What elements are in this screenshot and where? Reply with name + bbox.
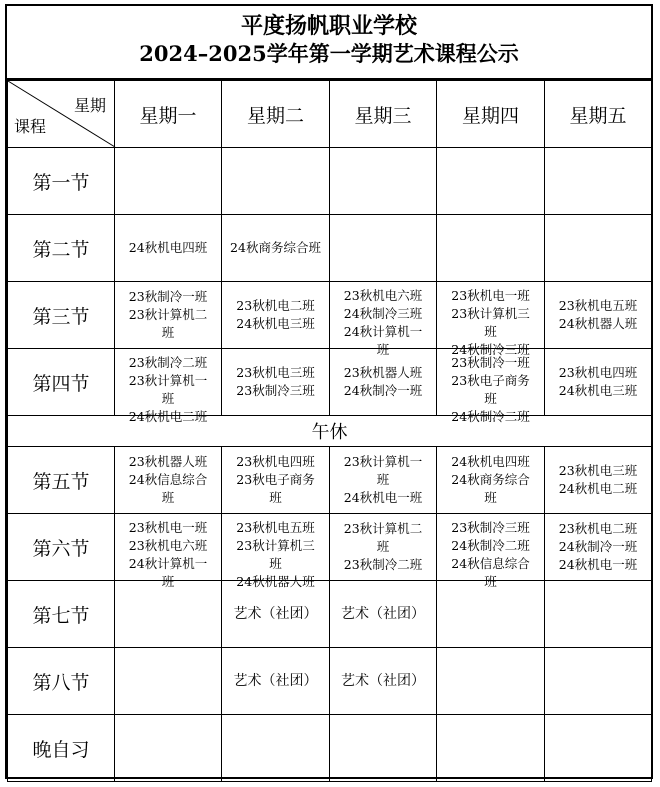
class-cell: [437, 282, 545, 357]
class-name: 艺术（社团）: [341, 673, 425, 689]
class-name: 24秋商务综合班: [230, 240, 321, 255]
class-name: 24秋机电三班: [236, 316, 315, 331]
lunch-break-label: 午休: [8, 416, 652, 447]
corner-cell: [8, 81, 115, 148]
class-name: 24秋机电二班: [128, 409, 208, 424]
class-name: 24秋制冷二班: [451, 409, 530, 424]
class-name: 24秋信息综合: [128, 472, 208, 487]
class-cell: [222, 447, 330, 514]
class-cell: [222, 148, 330, 215]
class-name: 23秋机电三班: [236, 365, 315, 380]
day-header: 星期一: [115, 81, 222, 148]
class-name: 24秋机电四班: [451, 454, 530, 469]
class-name: 23秋计算机二: [128, 307, 208, 322]
class-cell: [222, 715, 330, 782]
schedule-sheet: [5, 4, 653, 779]
class-name: 23秋机器人班: [128, 454, 208, 469]
period-row: [8, 349, 652, 416]
period-row: [8, 648, 652, 715]
class-name: 23秋计算机三: [236, 538, 315, 553]
period-row: [8, 514, 652, 581]
class-cell: [222, 282, 330, 349]
period-label: 第七节: [8, 581, 115, 648]
period-label: 第四节: [8, 349, 115, 416]
class-cell: [330, 715, 437, 782]
class-name: 24秋制冷一班: [343, 383, 423, 398]
class-cell: [330, 581, 437, 648]
class-name: 23秋制冷二班: [343, 557, 423, 572]
class-name: 班: [484, 391, 497, 406]
class-cell: [437, 148, 545, 215]
class-name: 24秋机电四班: [128, 240, 208, 255]
class-name: 24秋计算机一: [128, 556, 208, 571]
class-cell: [545, 715, 652, 782]
class-name: 23秋计算机一: [343, 454, 423, 469]
class-name: 23秋机电一班: [128, 520, 208, 535]
class-name: 班: [484, 490, 497, 505]
class-name: 班: [376, 342, 390, 357]
header-row: [8, 81, 652, 148]
class-cell: [437, 715, 545, 782]
period-label: 第五节: [8, 447, 115, 514]
class-cell: [330, 447, 437, 514]
class-name: 24秋商务综合: [451, 472, 530, 487]
period-row: [8, 282, 652, 349]
class-cell: [437, 447, 545, 514]
class-name: 23秋机电四班: [558, 365, 638, 380]
class-name: 23秋机电二班: [236, 298, 315, 313]
class-cell: [222, 215, 330, 282]
school-name: 平度扬帆职业学校: [240, 13, 417, 39]
class-name: 23秋制冷一班: [451, 355, 530, 370]
period-row: [8, 148, 652, 215]
class-name: 班: [484, 574, 497, 589]
class-name: 23秋机器人班: [343, 365, 423, 380]
day-header: 星期五: [545, 81, 652, 148]
schedule-table: [7, 80, 652, 782]
day-header: 星期四: [437, 81, 545, 148]
class-name: 艺术（社团）: [233, 606, 318, 622]
class-name: 班: [161, 325, 175, 340]
class-name: 24秋制冷三班: [343, 306, 423, 321]
period-row: [8, 715, 652, 782]
class-name: 班: [269, 556, 282, 571]
class-name: 24秋计算机一: [343, 324, 423, 339]
lunch-break-row: [8, 416, 652, 447]
schedule-title: 2024–2025学年第一学期艺术课程公示: [139, 41, 519, 66]
corner-day-label: 星期: [73, 96, 106, 115]
corner-course-label: 课程: [14, 117, 47, 136]
class-name: 24秋机电一班: [558, 557, 638, 572]
class-cell: [545, 447, 652, 514]
class-name: 艺术（社团）: [341, 606, 425, 622]
class-cell: [222, 514, 330, 589]
class-cell: [437, 349, 545, 424]
class-cell: [330, 282, 437, 357]
class-cell: [115, 514, 222, 589]
class-name: 23秋制冷三班: [451, 520, 530, 535]
period-label: 第一节: [8, 148, 115, 215]
class-cell: [222, 648, 330, 715]
class-cell: [115, 447, 222, 514]
class-name: 24秋机器人班: [236, 574, 315, 589]
class-cell: [545, 215, 652, 282]
period-label: 晚自习: [8, 715, 115, 782]
class-cell: [545, 514, 652, 581]
class-name: 23秋机电一班: [451, 288, 530, 303]
class-name: 班: [484, 324, 497, 339]
class-name: 24秋机电一班: [343, 490, 423, 505]
class-name: 23秋机电六班: [128, 538, 208, 553]
class-cell: [545, 581, 652, 648]
class-cell: [115, 715, 222, 782]
class-cell: [115, 282, 222, 349]
class-cell: [115, 349, 222, 424]
class-cell: [437, 648, 545, 715]
class-name: 23秋计算机一: [128, 373, 208, 388]
period-row: [8, 447, 652, 514]
title-block: [7, 6, 651, 80]
class-cell: [115, 648, 222, 715]
day-header: 星期二: [222, 81, 330, 148]
class-name: 23秋制冷一班: [128, 289, 208, 304]
class-cell: [437, 514, 545, 589]
class-cell: [115, 215, 222, 282]
class-cell: [437, 215, 545, 282]
class-cell: [330, 514, 437, 581]
class-cell: [330, 215, 437, 282]
period-label: 第三节: [8, 282, 115, 349]
class-name: 23秋机电五班: [236, 520, 315, 535]
class-name: 24秋机电二班: [558, 481, 638, 496]
class-cell: [330, 148, 437, 215]
class-name: 班: [161, 574, 175, 589]
class-name: 艺术（社团）: [233, 673, 318, 689]
class-name: 23秋计算机二: [343, 521, 423, 536]
class-name: 24秋机电三班: [558, 383, 638, 398]
class-name: 23秋机电六班: [343, 288, 423, 303]
period-row: [8, 215, 652, 282]
class-cell: [545, 282, 652, 349]
class-cell: [115, 148, 222, 215]
day-header: 星期三: [330, 81, 437, 148]
class-name: 24秋机器人班: [558, 316, 638, 331]
class-cell: [330, 648, 437, 715]
period-label: 第二节: [8, 215, 115, 282]
class-name: 班: [376, 539, 390, 554]
class-cell: [545, 349, 652, 416]
class-name: 24秋制冷一班: [558, 539, 638, 554]
class-name: 23秋电子商务: [451, 373, 530, 388]
class-cell: [545, 648, 652, 715]
class-name: 24秋制冷二班: [451, 538, 530, 553]
class-name: 23秋制冷三班: [236, 383, 315, 398]
class-name: 班: [376, 472, 390, 487]
class-name: 23秋电子商务: [236, 472, 315, 487]
class-name: 23秋计算机三: [451, 306, 530, 321]
class-name: 23秋机电二班: [558, 521, 638, 536]
class-cell: [545, 148, 652, 215]
class-name: 班: [161, 490, 175, 505]
class-name: 23秋机电四班: [236, 454, 315, 469]
class-name: 班: [269, 490, 282, 505]
class-name: 23秋机电三班: [558, 463, 638, 478]
period-row: [8, 581, 652, 648]
period-label: 第八节: [8, 648, 115, 715]
class-name: 23秋机电五班: [558, 298, 638, 313]
class-name: 24秋信息综合: [451, 556, 530, 571]
class-name: 23秋制冷二班: [128, 355, 208, 370]
class-name: 班: [161, 391, 175, 406]
period-label: 第六节: [8, 514, 115, 581]
class-cell: [222, 349, 330, 416]
class-name: 24秋制冷三班: [451, 342, 530, 357]
